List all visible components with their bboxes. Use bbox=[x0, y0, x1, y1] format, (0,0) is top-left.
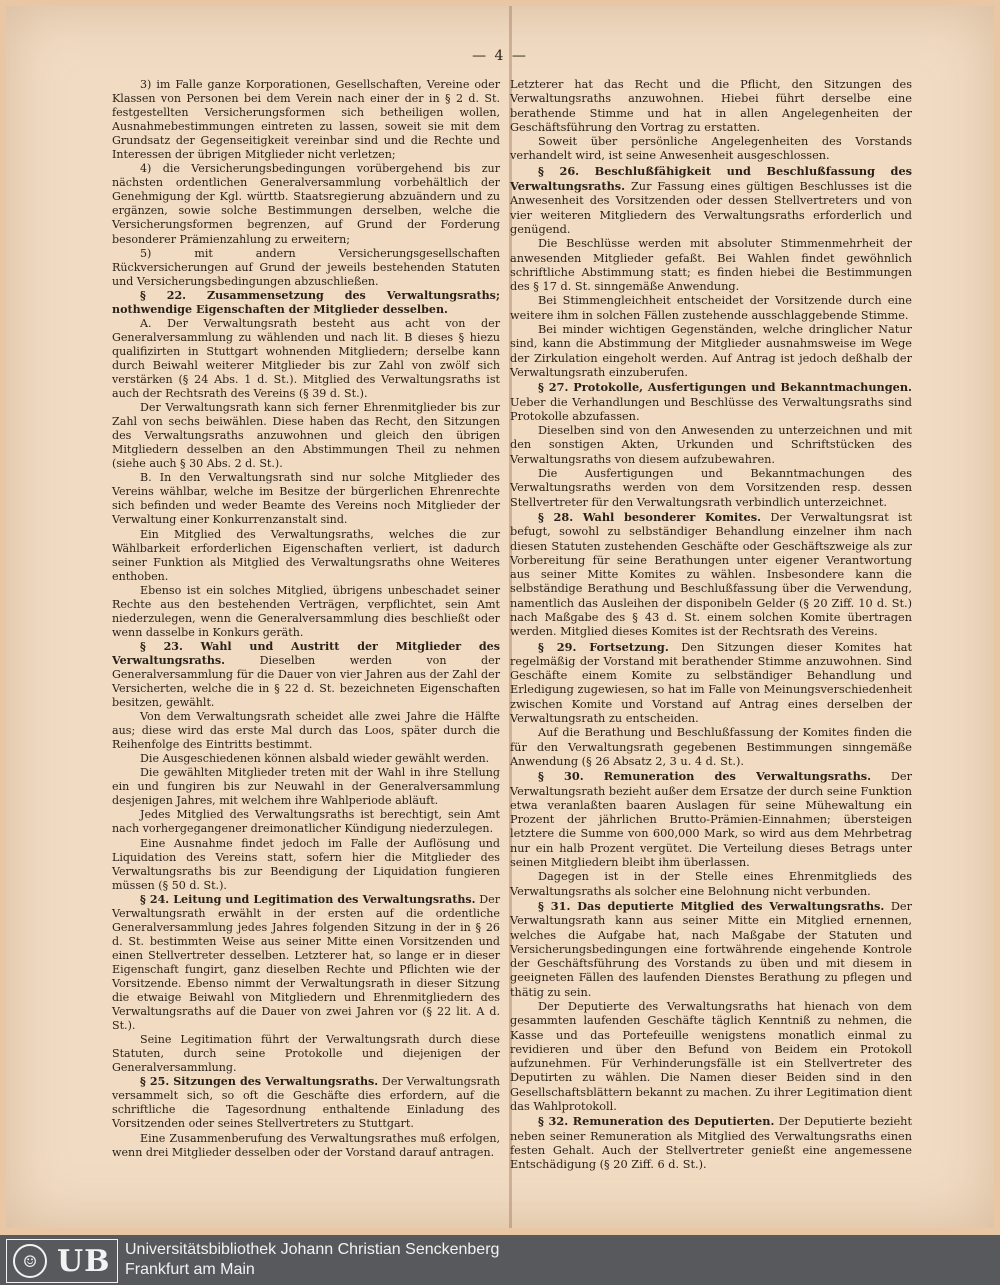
paragraph bbox=[510, 237, 912, 294]
paragraph-text: Zur Fassung eines gültigen Beschlusses ist die Anwesenheit des Vorsitzenden oder dessen Stellvertreters und von vier weiteren Mitgliedern des Verwaltungsraths erforderlich und genügend. bbox=[510, 180, 912, 236]
paragraph-text: Ueber die Verhandlungen und Beschlüsse des Verwaltungsraths sind Protokolle abzufassen. bbox=[510, 395, 912, 423]
paragraph bbox=[510, 640, 912, 727]
paragraph bbox=[112, 837, 500, 893]
paragraph bbox=[510, 467, 912, 510]
paragraph bbox=[112, 584, 500, 640]
paragraph bbox=[112, 640, 500, 710]
paragraph-text: Bei minder wichtigen Gegenständen, welche dringlicher Natur sind, kann die Abstimmung der Mitglieder ausnahmsweise im Wege der Zirkulation eingeholt werden. Auf Antrag ist jedoch deßhalb der Verwaltungsrath einzuberufen. bbox=[510, 323, 912, 379]
paragraph-text: Dieselben werden von der Generalversammlung für die Dauer von vier Jahren aus der Zahl der Versicherten, welche die in § 22 d. St. bezeichneten Eigenschaften besitzen, gewählt. bbox=[112, 653, 500, 710]
library-footer bbox=[0, 1235, 1000, 1285]
paragraph-text: Ebenso ist ein solches Mitglied, übrigens unbeschadet seiner Rechte aus den bestehenden Verträgen, verpflichtet, sein Amt niederzulegen, wenn die Generalversammlung dies beschließt oder wenn dasselbe in Konkurs geräth. bbox=[112, 583, 500, 639]
paragraph-text: A. Der Verwaltungsrath besteht aus acht von der Generalversammlung zu wählenden und nach lit. B dieses § hiezu qualifizirten in Stuttgart wohnenden Mitgliedern; derselbe kann durch Beiwahl weiterer Mitglieder bis zur Zahl von zwölf sich verstärken (§ 24 Abs. 1 d. St.). Mitglied des Verwaltungsraths ist auch der Rechtsrath des Vereins (§ 39 d. St.). bbox=[112, 316, 500, 401]
institution-name: Universitätsbibliothek Johann Christian Senckenberg bbox=[125, 1241, 500, 1258]
left-column bbox=[112, 78, 500, 1160]
section-heading: § 27. Protokolle, Ausfertigungen und Bekanntmachungen. bbox=[538, 380, 912, 395]
paragraph bbox=[112, 247, 500, 289]
paragraph-text: Seine Legitimation führt der Verwaltungsrath durch diese Statuten, durch seine Protokolle und diejenigen der Generalversammlung. bbox=[112, 1033, 500, 1075]
paragraph-text: Der Verwaltungsrath kann aus seiner Mitte ein Mitglied ernennen, welches die Aufgabe hat, nach Maßgabe der Statuten und Versicherungsbedingungen eine fortwährende eingehende Kontrole der Geschäftsführung des Vorstands zu üben und mit diesem in geeigneten Fällen des laufenden Dienstes Berathung zu pflegen und thätig zu sein. bbox=[510, 899, 912, 999]
paragraph bbox=[112, 1033, 500, 1075]
section-heading: § 31. Das deputierte Mitglied des Verwaltungsraths. bbox=[538, 898, 885, 913]
paragraph bbox=[510, 135, 912, 164]
paragraph bbox=[112, 893, 500, 1033]
paragraph bbox=[112, 289, 500, 317]
paragraph bbox=[510, 726, 912, 769]
paragraph-text: Letzterer hat das Recht und die Pflicht, den Sitzungen des Verwaltungsraths anzuwohnen. Hiebei führt derselbe eine berathende Stimme und hat in allen Angelegenheiten der Geschäftsführung den Vortrag zu erstatten. bbox=[510, 78, 912, 134]
library-logo bbox=[6, 1239, 118, 1283]
section-heading: § 24. Leitung und Legitimation des Verwaltungsraths. bbox=[140, 892, 476, 906]
paragraph-text: B. In den Verwaltungsrath sind nur solche Mitglieder des Vereins wählbar, welche im Besitze der bürgerlichen Ehrenrechte sich befinden und weder Beamte des Vereins noch Mitglieder der Verwaltung einer Konkurrenzanstalt sind. bbox=[112, 471, 500, 527]
section-heading: § 28. Wahl besonderer Komites. bbox=[538, 509, 762, 524]
section-heading: § 22. Zusammensetzung des Verwaltungsraths; nothwendige Eigenschaften der Mitglieder desselben. bbox=[112, 288, 500, 316]
paragraph-text: Der Verwaltungsrath versammelt sich, so oft die Geschäfte dies erfordern, auf die schriftliche die Tagesordnung enthaltende Einladung des Vorsitzenden oder seines Stellvertreters zu Stuttgart. bbox=[112, 1075, 501, 1131]
section-heading: § 25. Sitzungen des Verwaltungsraths. bbox=[140, 1075, 379, 1089]
section-heading: § 26. Beschlußfähigkeit und Beschlußfassung des Verwaltungsraths. bbox=[510, 163, 912, 194]
paragraph bbox=[112, 317, 500, 401]
logo-text: UB bbox=[57, 1243, 111, 1279]
paragraph-text: Dieselben sind von den Anwesenden zu unterzeichnen und mit den sonstigen Akten, Urkunden und Schriftstücken des Verwaltungsraths von diesem aufzubewahren. bbox=[510, 424, 912, 466]
paragraph-text: Der Verwaltungsrath bezieht außer dem Ersatze der durch seine Funktion etwa veranlaßten baaren Auslagen für seine Mühewaltung ein Prozent der jährlichen Brutto-Prämien-Einnahmen; übersteigen letztere die Summe von 600,000 Mark, so wird aus dem Mehrbetrag nur ein halb Prozent vergütet. Die Verteilung dieses Betrags unter seinen Mitgliedern bleibt ihm überlassen. bbox=[510, 770, 912, 870]
paragraph bbox=[112, 752, 500, 766]
paragraph bbox=[510, 78, 912, 135]
paragraph bbox=[510, 899, 912, 1000]
paragraph bbox=[510, 510, 912, 640]
paragraph bbox=[510, 870, 912, 899]
paragraph bbox=[112, 1075, 500, 1131]
section-heading: § 32. Remuneration des Deputierten. bbox=[538, 1114, 775, 1129]
section-heading: § 23. Wahl und Austritt der Mitglieder des Verwaltungsraths. bbox=[112, 639, 500, 667]
paragraph bbox=[510, 164, 912, 237]
paragraph bbox=[510, 1000, 912, 1114]
paragraph bbox=[112, 78, 500, 162]
paragraph bbox=[510, 294, 912, 323]
paragraph-text: 4) die Versicherungsbedingungen vorübergehend bis zur nächsten ordentlichen Generalversammlung vorbehältlich der Genehmigung der Kgl. württb. Staatsregierung abzuändern und zu ergänzen, sowie solche Bestimmungen derselben, welche die Versicherungsformen begrenzen, auf Grund der Forderung besonderer Prämienzahlung zu erweitern; bbox=[112, 162, 500, 246]
paragraph-text: Der Verwaltungsrath kann sich ferner Ehrenmitglieder bis zur Zahl von sechs beiwählen. Diese haben das Recht, den Sitzungen des Verwaltungsraths anzuwohnen und gleich den übrigen Mitgliedern desselben an den Abstimmungen Theil zu nehmen (siehe auch § 30 Abs. 2 d. St.). bbox=[112, 401, 500, 471]
document-page bbox=[6, 6, 994, 1228]
paragraph bbox=[112, 471, 500, 527]
paragraph bbox=[510, 380, 912, 424]
footer-text bbox=[125, 1240, 499, 1280]
paragraph-text: Ein Mitglied des Verwaltungsraths, welches die zur Wählbarkeit erforderlichen Eigenschaften verliert, ist dadurch seiner Funktion als Mitglied des Verwaltungsraths ohne Weiteres enthoben. bbox=[112, 527, 500, 583]
paragraph bbox=[112, 162, 500, 246]
paragraph-text: Die Ausgeschiedenen können alsbald wieder gewählt werden. bbox=[140, 752, 490, 766]
paragraph-text: Eine Zusammenberufung des Verwaltungsrathes muß erfolgen, wenn drei Mitglieder desselben oder der Vorstand darauf antragen. bbox=[112, 1131, 500, 1159]
section-heading: § 29. Fortsetzung. bbox=[538, 639, 669, 654]
paragraph-text: Die Beschlüsse werden mit absoluter Stimmenmehrheit der anwesenden Mitglieder gefaßt. Bei Wahlen findet gewöhnlich schriftliche Abstimmung statt; es finden hiebei die Bestimmungen des § 17 d. St. sinngemäße Anwendung. bbox=[510, 237, 912, 294]
paragraph-text: Der Deputierte des Verwaltungsraths hat hienach von dem gesammten laufenden Geschäfte täglich Kenntniß zu nehmen, die Kasse und das Portefeuille wenigstens monatlich einmal zu revidieren und über den Befund von Beidem ein Protokoll aufzunehmen. Für Verhinderungsfälle ist ein Stellvertreter des Deputirten zu wählen. Die Namen dieser Beiden sind in den Gesellschaftsblättern bekannt zu machen. Zu ihrer Legitimation dient das Wahlprotokoll. bbox=[510, 1000, 912, 1114]
paragraph-text: Eine Ausnahme findet jedoch im Falle der Auflösung und Liquidation des Vereins statt, sofern hier die Mitglieder des Verwaltungsraths bis zur Beendigung der Liquidation fungieren müssen (§ 50 d. St.). bbox=[112, 836, 500, 892]
paragraph bbox=[510, 323, 912, 380]
paragraph-text: 5) mit andern Versicherungsgesellschaften Rückversicherungen auf Grund der jeweils bestehenden Statuten und Versicherungsbedingungen abzuschließen. bbox=[112, 246, 500, 288]
paragraph-text: Der Verwaltungsrat ist befugt, sowohl zu selbständiger Behandlung einzelner ihm nach diesen Statuten zustehenden Geschäfte oder Geschäftszweige als zur Vorbereitung für seine Berathungen unter eigener Verantwortung aus seiner Mitte Komites zu wählen. Insbesondere kann die selbständige Berathung und Beschlußfassung über die Verwendung, namentlich das Ausleihen der disponibeln Gelder (§ 20 Ziff. 10 d. St.) nach Maßgabe des § 43 d. St. einem solchen Komite übertragen werden. Mitglied dieses Komites ist der Rechtsrath des Vereins. bbox=[510, 510, 913, 639]
paragraph-text: Die Ausfertigungen und Bekanntmachungen des Verwaltungsraths werden von dem Vorsitzenden resp. dessen Stellvertreter für den Verwaltungsrath verbindlich unterzeichnet. bbox=[510, 467, 912, 509]
paragraph-text: Soweit über persönliche Angelegenheiten des Vorstands verhandelt wird, ist seine Anwesenheit ausgeschlossen. bbox=[510, 135, 912, 163]
page-number: — 4 — bbox=[472, 48, 528, 64]
paragraph-text: Von dem Verwaltungsrath scheidet alle zwei Jahre die Hälfte aus; diese wird das erste Mal durch das Loos, später durch die Reihenfolge des Eintritts bestimmt. bbox=[112, 710, 500, 752]
paragraph-text: Der Deputierte bezieht neben seiner Remuneration als Mitglied des Verwaltungsraths einen festen Gehalt. Auch der Stellvertreter genießt eine angemessene Entschädigung (§ 20 Ziff. 6 d. St.). bbox=[510, 1115, 912, 1172]
paragraph-text: Den Sitzungen dieser Komites hat regelmäßig der Vorstand mit berathender Stimme anzuwohnen. Sind Geschäfte einem Komite zu selbständiger Behandlung und Erledigung zugewiesen, so hat im Falle von Meinungsverschiedenheit zwischen Komite und Vorstand auf Antrag eines derselben der Verwaltungsrath zu entscheiden. bbox=[510, 640, 912, 726]
paragraph-text: Die gewählten Mitglieder treten mit der Wahl in ihre Stellung ein und fungiren bis zur Neuwahl in der Generalversammlung desjenigen Jahres, mit welchem ihre Wahlperiode abläuft. bbox=[112, 766, 500, 808]
paragraph-text: 3) im Falle ganze Korporationen, Gesellschaften, Vereine oder Klassen von Personen bei dem Verein nach einer der in § 2 d. St. festgestellten Versicherungsformen sich betheiligen wollen, Ausnahmebestimmungen eintreten zu lassen, soweit sie mit dem Grundsatz der Gegenseitigkeit vereinbar sind und die Rechte und Interessen der übrigen Mitglieder nicht verletzen; bbox=[112, 78, 500, 162]
paragraph bbox=[112, 528, 500, 584]
institution-city: Frankfurt am Main bbox=[125, 1261, 255, 1278]
paragraph bbox=[112, 808, 500, 836]
right-column bbox=[510, 78, 912, 1173]
paragraph bbox=[112, 766, 500, 808]
paragraph-text: Bei Stimmengleichheit entscheidet der Vorsitzende durch eine weitere ihm in solchen Fällen zustehende ausschlaggebende Stimme. bbox=[510, 294, 912, 322]
paragraph bbox=[112, 401, 500, 471]
paragraph-text: Jedes Mitglied des Verwaltungsraths ist berechtigt, sein Amt nach vorhergegangener dreimonatlicher Kündigung niederzulegen. bbox=[112, 808, 500, 836]
paragraph-text: Auf die Berathung und Beschlußfassung der Komites finden die für den Verwaltungsrath gegebenen Bestimmungen sinngemäße Anwendung (§ 26 Absatz 2, 3 u. 4 d. St.). bbox=[510, 726, 912, 768]
paragraph bbox=[510, 769, 912, 870]
paragraph-text: Der Verwaltungsrath erwählt in der ersten auf die ordentliche Generalversammlung jedes Jahres folgenden Sitzung in der in § 26 d. St. bestimmten Weise aus seiner Mitte einen Vorsitzenden und einen Stellvertreter desselben. Letzterer hat, so lange er in dieser Eigenschaft fungirt, ganz dieselben Rechte und Pflichten wie der Vorsitzende. Ebenso nimmt der Verwaltungsrath in dieser Sitzung die etwaige Beiwahl von Mitgliedern und Ehrenmitgliedern des Verwaltungsraths auf die Dauer von zwei Jahren vor (§ 22 lit. A d. St.). bbox=[112, 892, 500, 1033]
paragraph bbox=[510, 1114, 912, 1172]
paragraph-text: Dagegen ist in der Stelle eines Ehrenmitglieds des Verwaltungsraths als solcher eine Belohnung nicht verbunden. bbox=[510, 870, 912, 898]
section-heading: § 30. Remuneration des Verwaltungsraths. bbox=[538, 769, 872, 784]
paragraph bbox=[510, 424, 912, 467]
paragraph bbox=[112, 1132, 500, 1160]
seal-icon: ☺ bbox=[13, 1244, 47, 1278]
paragraph bbox=[112, 710, 500, 752]
